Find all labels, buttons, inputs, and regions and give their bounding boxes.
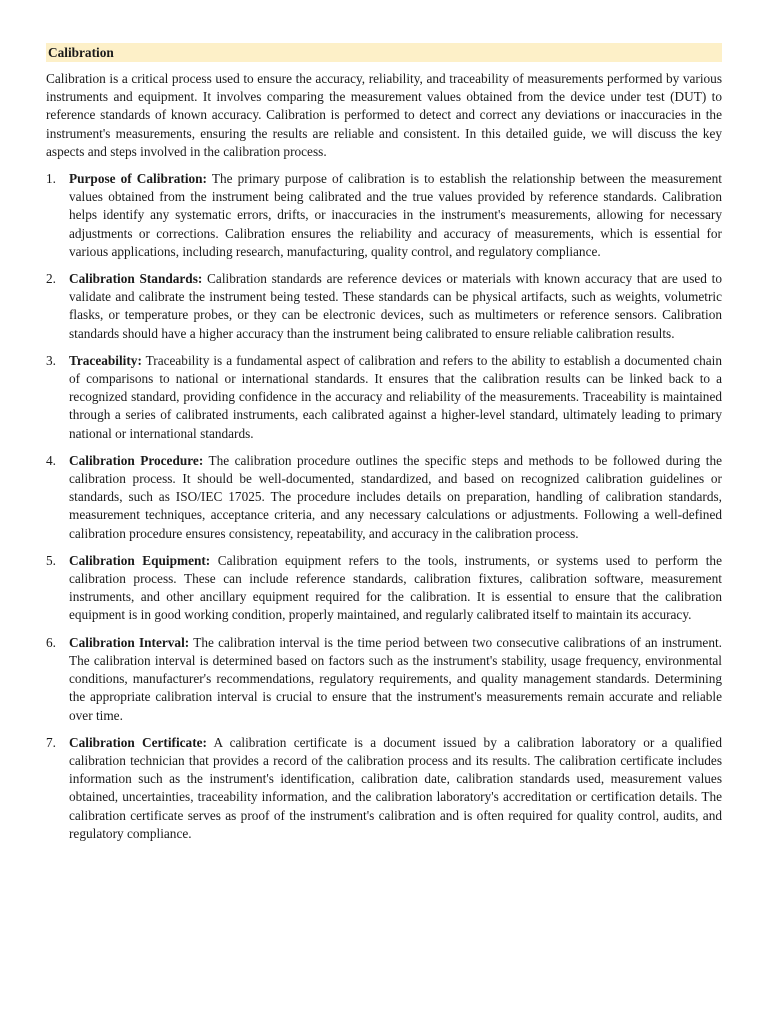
list-item-text: Traceability is a fundamental aspect of calibration and refers to the ability to establish a documented chain of comparisons to national or international standards. It ensures that the calibration results can be linked back to a recognized standard, providing confidence in the accuracy and reliability of the measurements. Traceability is maintained through a series of calibrated instruments, each calibrated against a higher-level standard, ultimately leading to primary national or international standards. xyxy=(69,352,722,441)
list-item-number: 4. xyxy=(46,452,56,468)
intro-paragraph: Calibration is a critical process used to ensure the accuracy, reliability, and traceability of measurements performed by various instruments and equipment. It involves comparing the measurement values obtained from the device under test (DUT) to reference standards of known accuracy. Calibration is performed to detect and correct any deviations or inaccuracies in the instrument's measurements, ensuring the results are reliable and consistent. In this detailed guide, we will discuss the key aspects and steps involved in the calibration process. xyxy=(46,71,722,159)
document-page xyxy=(46,43,722,852)
list-item-number: 3. xyxy=(46,352,56,368)
list-item-term: Calibration Standards: xyxy=(69,271,203,287)
list-item-text: A calibration certificate is a document issued by a calibration laboratory or a qualified calibration technician that provides a record of the calibration process and its results. The calibration certificate includes information such as the instrument's identification, calibration date, calibration standards used, measurement values obtained, uncertainties, traceability information, and the calibration laboratory's accreditation or certification details. The calibration certificate serves as proof of the instrument's calibration and is often required for quality control, audits, and regulatory compliance. xyxy=(69,734,722,841)
list-item-text: Calibration equipment refers to the tools, instruments, or systems used to perform the calibration process. These can include reference standards, calibration fixtures, calibration software, measurement instruments, and other ancillary equipment required for the calibration. It is essential to ensure that the calibration equipment is in good working condition, properly maintained, and regularly calibrated itself to maintain its accuracy. xyxy=(69,552,722,623)
list-item xyxy=(46,452,722,543)
list-item-term: Traceability: xyxy=(69,352,142,368)
list-item xyxy=(46,734,722,843)
section-heading: Calibration xyxy=(46,43,722,62)
list-item-number: 5. xyxy=(46,552,56,568)
list-item-number: 2. xyxy=(46,271,56,287)
list-item-term: Calibration Procedure: xyxy=(69,452,204,468)
list-item-term: Calibration Interval: xyxy=(69,634,190,650)
list-item xyxy=(46,270,722,343)
list-item-text: The calibration procedure outlines the specific steps and methods to be followed during the calibration process. It should be well-documented, standardized, and based on recognized calibration guidelines or standards, such as ISO/IEC 17025. The procedure includes details on preparation, handling of calibration standards, measurement techniques, acceptance criteria, and any necessary calculations or adjustments. Following a well-defined calibration procedure ensures consistency, repeatability, and accuracy in the calibration process. xyxy=(69,452,722,541)
list-item xyxy=(46,552,722,625)
list-item-number: 6. xyxy=(46,634,56,650)
list-item-number: 7. xyxy=(46,734,56,750)
list-item-text: The calibration interval is the time period between two consecutive calibrations of an instrument. The calibration interval is determined based on factors such as the instrument's stability, usage frequency, environmental conditions, manufacturer's recommendations, regulatory requirements, and quality management standards. Determining the appropriate calibration interval is crucial to ensure that the instrument's measurements remain accurate and reliable over time. xyxy=(69,634,722,723)
list-item-text: The primary purpose of calibration is to establish the relationship between the measurement values obtained from the instrument being calibrated and the true values provided by reference standards. Calibration helps identify any systematic errors, drifts, or inaccuracies in the instrument's measurements, allowing for necessary adjustments or corrections. Calibration ensures the reliability and accuracy of measurements, which is essential for various applications, including research, manufacturing, quality control, and regulatory compliance. xyxy=(69,171,722,259)
list-item xyxy=(46,634,722,725)
numbered-list xyxy=(46,170,722,843)
list-item-text: Calibration standards are reference devices or materials with known accuracy that are used to validate and calibrate the instrument being tested. These standards can be physical artifacts, such as weights, volumetric flasks, or temperature probes, or they can be electronic devices, such as multimeters or reference sensors. Calibration standards should have a higher accuracy than the instrument being calibrated to ensure reliable calibration results. xyxy=(69,271,722,341)
list-item-term: Calibration Equipment: xyxy=(69,552,211,568)
list-item-term: Calibration Certificate: xyxy=(69,734,207,750)
list-item xyxy=(46,352,722,443)
list-item-number: 1. xyxy=(46,171,56,187)
list-item-term: Purpose of Calibration: xyxy=(69,171,207,187)
list-item xyxy=(46,170,722,261)
